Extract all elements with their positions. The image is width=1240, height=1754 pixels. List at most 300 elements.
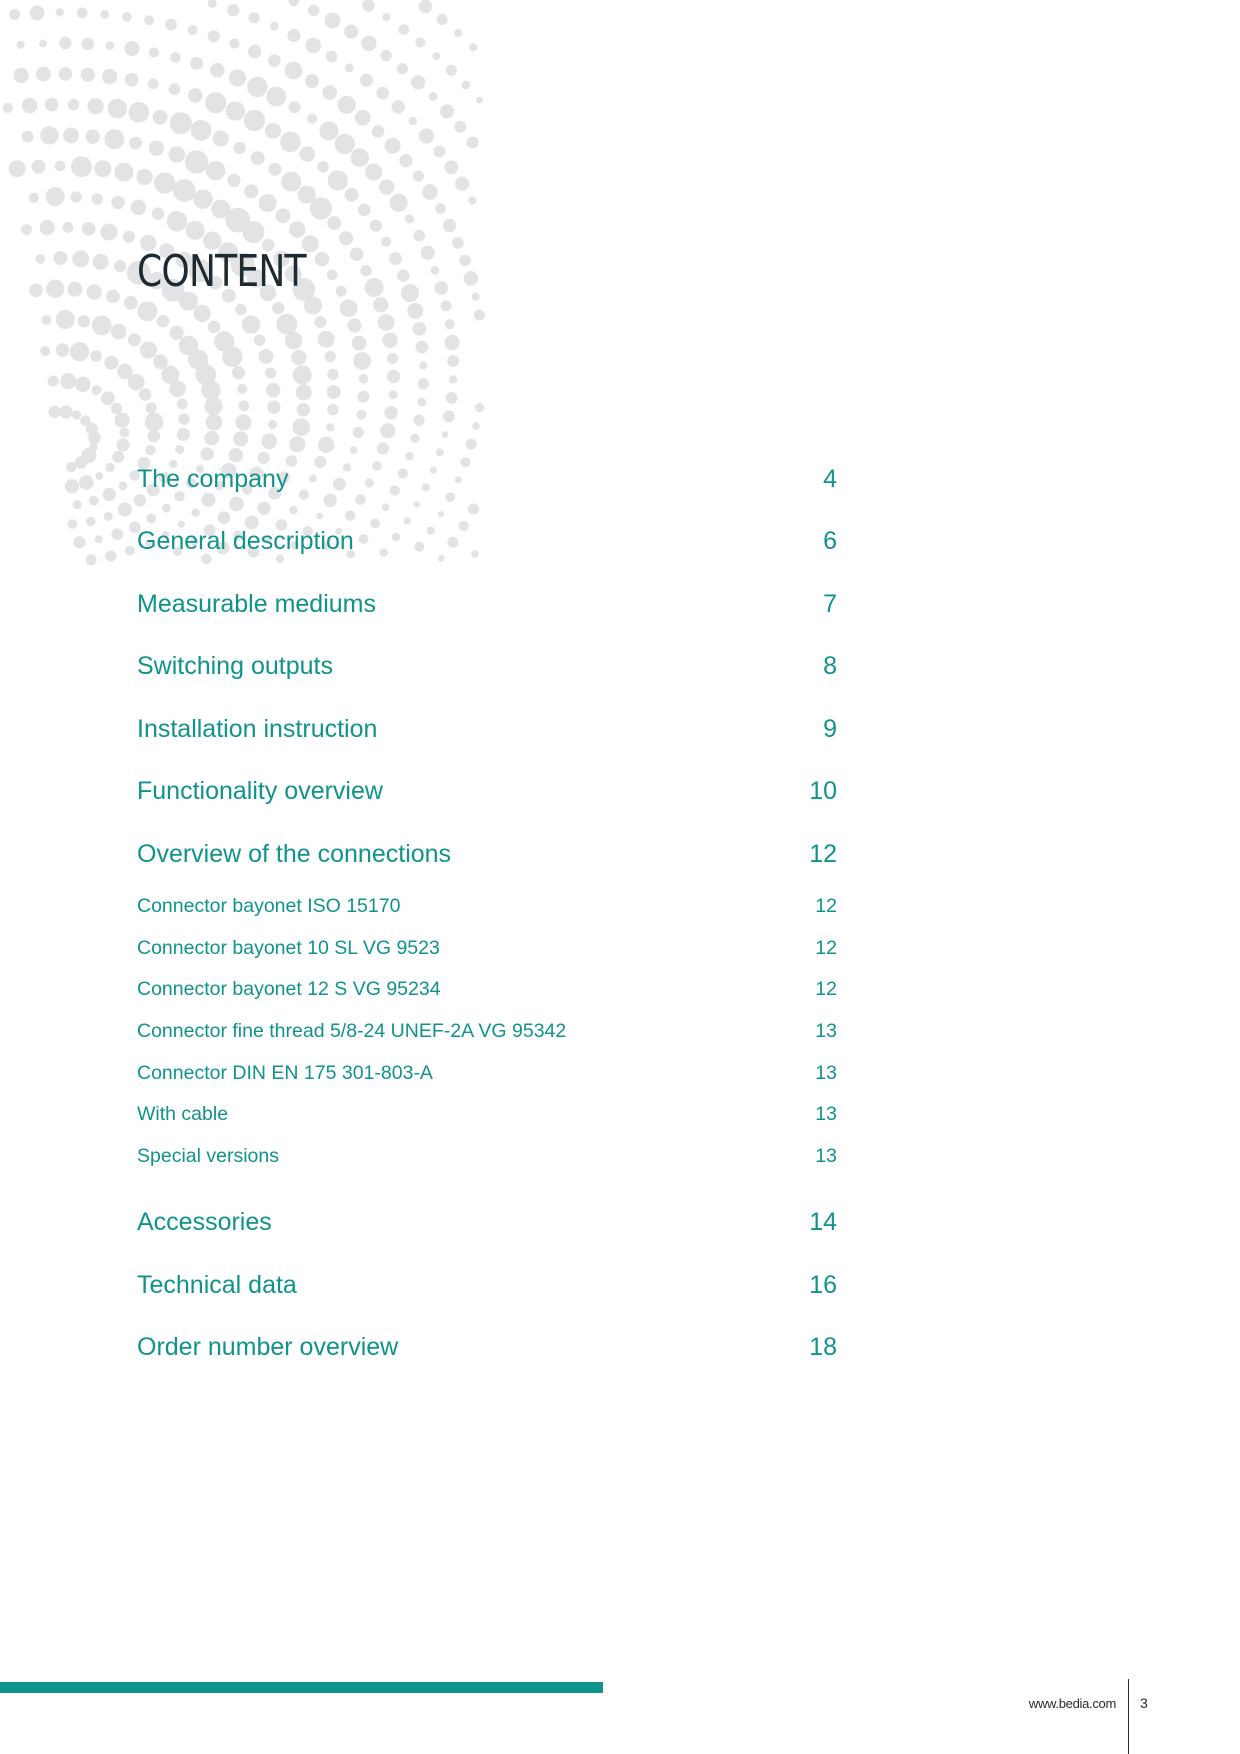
decorative-dot [148, 78, 159, 89]
decorative-dot [398, 24, 409, 35]
decorative-dot [65, 479, 79, 493]
footer-page-number: 3 [1140, 1695, 1148, 1711]
decorative-dot [472, 293, 480, 301]
decorative-dot [185, 150, 208, 173]
decorative-dot [86, 554, 97, 565]
toc-subrow-connector-fine-thread[interactable] [137, 1011, 837, 1053]
decorative-dot [9, 9, 20, 20]
decorative-dot [208, 321, 221, 334]
decorative-dot [389, 390, 398, 399]
decorative-dot [251, 151, 265, 165]
decorative-dot [78, 315, 90, 327]
decorative-dot [379, 180, 394, 195]
toc-subrow-special-versions[interactable] [137, 1136, 837, 1178]
decorative-dot [169, 146, 186, 163]
decorative-dot [86, 517, 96, 527]
decorative-dot [227, 4, 239, 16]
decorative-dot [115, 413, 130, 428]
decorative-dot [365, 164, 382, 181]
decorative-dot [382, 333, 397, 348]
decorative-dot [82, 222, 96, 236]
decorative-dot [445, 335, 460, 350]
decorative-dot [75, 377, 90, 392]
decorative-dot [429, 92, 438, 101]
footer-website-link[interactable]: www.bedia.com [1028, 1696, 1116, 1711]
decorative-dot [129, 137, 142, 150]
decorative-dot [327, 369, 338, 380]
decorative-dot [186, 221, 205, 240]
decorative-dot [125, 546, 135, 556]
toc-sublabel: Special versions [137, 1144, 279, 1167]
decorative-dot [77, 7, 88, 18]
decorative-dot [328, 170, 348, 190]
decorative-dot [56, 8, 64, 16]
decorative-dot [149, 141, 164, 156]
decorative-dot [362, 0, 374, 12]
decorative-dot [376, 87, 389, 100]
decorative-dot [29, 193, 39, 203]
decorative-dot [372, 125, 385, 138]
decorative-dot [201, 380, 221, 400]
decorative-dot [29, 284, 43, 298]
decorative-dot [106, 41, 115, 50]
decorative-dot [56, 343, 70, 357]
decorative-dot [81, 38, 94, 51]
decorative-dot [270, 22, 279, 31]
decorative-dot [449, 375, 457, 383]
decorative-dot [401, 284, 419, 302]
decorative-dot [472, 422, 480, 430]
decorative-dot [36, 254, 46, 264]
decorative-dot [235, 304, 246, 315]
footer-divider [1128, 1679, 1129, 1754]
decorative-dot [48, 406, 60, 418]
decorative-dot [360, 265, 371, 276]
decorative-dot [178, 413, 189, 424]
decorative-dot [3, 103, 13, 113]
decorative-dot [56, 310, 75, 329]
decorative-dot [446, 392, 458, 404]
decorative-dot [237, 384, 247, 394]
decorative-dot [188, 88, 203, 103]
decorative-dot [361, 36, 376, 51]
toc-page-number: 6 [823, 527, 837, 556]
toc-row-general-description[interactable] [137, 511, 837, 574]
toc-label: Measurable mediums [137, 589, 376, 618]
decorative-dot [348, 318, 362, 332]
decorative-dot [153, 354, 168, 369]
decorative-dot [272, 302, 284, 314]
decorative-dot [280, 132, 301, 153]
decorative-dot [145, 413, 164, 432]
decorative-dot [392, 100, 405, 113]
decorative-dot [327, 216, 341, 230]
toc-row-accessories[interactable] [137, 1191, 837, 1254]
decorative-dot [36, 67, 51, 82]
decorative-dot [292, 418, 310, 436]
decorative-dot [193, 190, 212, 209]
decorative-dot [88, 98, 104, 114]
decorative-dot [249, 12, 260, 23]
decorative-dot [325, 351, 336, 362]
decorative-dot [111, 196, 124, 209]
decorative-dot [111, 324, 127, 340]
decorative-dot [344, 25, 358, 39]
decorative-dot [108, 99, 128, 119]
decorative-dot [384, 406, 398, 420]
decorative-dot [81, 68, 95, 82]
toc-subrow-connector-din[interactable] [137, 1052, 837, 1094]
decorative-dot [210, 63, 224, 77]
decorative-dot [119, 428, 129, 438]
decorative-dot [340, 299, 358, 317]
decorative-dot [137, 169, 153, 185]
decorative-dot [285, 332, 303, 350]
decorative-dot [434, 281, 448, 295]
decorative-dot [89, 496, 99, 506]
decorative-dot [122, 12, 132, 22]
decorative-dot [188, 25, 198, 35]
decorative-dot [40, 126, 58, 144]
decorative-dot [63, 127, 79, 143]
decorative-dot [432, 52, 440, 60]
decorative-dot [409, 117, 417, 125]
decorative-dot [397, 269, 409, 281]
decorative-dot [467, 137, 479, 149]
decorative-dot [338, 96, 356, 114]
decorative-dot [140, 341, 157, 358]
decorative-dot [42, 315, 52, 325]
decorative-dot [419, 361, 427, 369]
decorative-dot [68, 519, 78, 529]
footer-accent-bar [0, 1682, 603, 1693]
decorative-dot [46, 280, 64, 298]
decorative-dot [125, 41, 140, 56]
decorative-dot [319, 121, 338, 140]
toc-sublabel: Connector bayonet ISO 15170 [137, 894, 401, 917]
decorative-dot [22, 131, 34, 143]
decorative-dot [205, 92, 226, 113]
decorative-dot [266, 383, 280, 397]
decorative-dot [261, 434, 277, 450]
decorative-dot [454, 121, 466, 133]
decorative-dot [116, 438, 129, 451]
decorative-dot [475, 403, 484, 412]
decorative-dot [419, 0, 433, 13]
decorative-dot [167, 211, 188, 232]
decorative-dot [39, 40, 47, 48]
decorative-dot [335, 134, 355, 154]
decorative-dot [276, 314, 297, 335]
decorative-dot [459, 255, 471, 267]
decorative-dot [336, 286, 347, 297]
decorative-dot [94, 160, 111, 177]
decorative-dot [327, 270, 338, 281]
toc-page-number: 13 [815, 1019, 837, 1042]
decorative-dot [169, 381, 186, 398]
decorative-dot [101, 391, 115, 405]
toc-page-number: 12 [815, 894, 837, 917]
toc-page-number: 18 [809, 1333, 837, 1362]
decorative-dot [128, 374, 145, 391]
decorative-dot [308, 5, 319, 16]
decorative-dot [293, 365, 312, 384]
decorative-dot [365, 278, 384, 297]
decorative-dot [124, 296, 138, 310]
toc-label: Functionality overview [137, 777, 383, 806]
decorative-dot [447, 355, 459, 367]
decorative-dot [297, 403, 310, 416]
decorative-dot [48, 376, 59, 387]
decorative-dot [443, 410, 455, 422]
toc-row-order-number-overview[interactable] [137, 1316, 837, 1379]
toc-page-number: 14 [809, 1208, 837, 1237]
decorative-dot [267, 87, 287, 107]
toc-row-overview-of-connections[interactable] [137, 823, 837, 886]
toc-label: Switching outputs [137, 652, 333, 681]
decorative-dot [296, 384, 312, 400]
decorative-dot [259, 349, 274, 364]
decorative-dot [358, 204, 371, 217]
decorative-dot [381, 237, 391, 247]
decorative-dot [222, 346, 243, 367]
toc-page-number: 12 [815, 936, 837, 959]
decorative-dot [378, 314, 395, 331]
decorative-dot [254, 334, 266, 346]
decorative-dot [73, 500, 82, 509]
decorative-dot [412, 322, 426, 336]
decorative-dot [350, 247, 364, 261]
decorative-dot [105, 551, 116, 562]
decorative-dot [128, 333, 141, 346]
toc-page-number: 8 [823, 652, 837, 681]
decorative-dot [289, 101, 301, 113]
decorative-dot [114, 260, 126, 272]
decorative-dot [40, 220, 55, 235]
decorative-dot [355, 110, 371, 126]
decorative-dot [399, 154, 412, 167]
decorative-dot [387, 353, 398, 364]
decorative-dot [476, 97, 483, 104]
decorative-dot [440, 104, 454, 118]
decorative-dot [322, 85, 337, 100]
toc-subrow-connector-12s[interactable] [137, 969, 837, 1011]
decorative-dot [418, 398, 427, 407]
decorative-dot [326, 423, 334, 431]
toc-label: Accessories [137, 1208, 272, 1237]
decorative-dot [357, 410, 367, 420]
decorative-dot [353, 352, 371, 370]
decorative-dot [139, 388, 151, 400]
decorative-dot [102, 69, 117, 84]
decorative-dot [60, 373, 76, 389]
decorative-dot [416, 341, 429, 354]
decorative-dot [244, 184, 258, 198]
toc-label: Technical data [137, 1270, 297, 1299]
decorative-dot [325, 13, 341, 29]
decorative-dot [299, 146, 315, 162]
decorative-dot [289, 0, 300, 6]
decorative-dot [101, 224, 118, 241]
toc-label: Order number overview [137, 1333, 399, 1362]
toc-page-number: 9 [823, 714, 837, 743]
decorative-dot [103, 488, 116, 501]
decorative-dot [169, 83, 181, 95]
decorative-dot [95, 535, 103, 543]
decorative-dot [444, 160, 458, 174]
decorative-dot [353, 427, 364, 438]
decorative-dot [357, 391, 369, 403]
toc-row-technical-data[interactable] [137, 1254, 837, 1317]
decorative-dot [464, 271, 479, 286]
decorative-dot [67, 282, 82, 297]
decorative-dot [305, 38, 321, 54]
toc-label: The company [137, 464, 289, 493]
decorative-dot [40, 346, 50, 356]
decorative-dot [191, 120, 212, 141]
decorative-dot [106, 290, 120, 304]
decorative-dot [411, 75, 425, 89]
decorative-dot [119, 482, 128, 491]
decorative-dot [104, 512, 113, 521]
decorative-dot [352, 336, 367, 351]
decorative-dot [474, 310, 485, 321]
decorative-dot [190, 57, 203, 70]
toc-row-switching-outputs[interactable] [137, 636, 837, 699]
decorative-dot [359, 374, 369, 384]
decorative-dot [437, 14, 448, 25]
decorative-dot [157, 315, 170, 328]
decorative-dot [95, 472, 103, 480]
decorative-dot [92, 193, 103, 204]
toc-row-measurable-mediums[interactable] [137, 573, 837, 636]
toc-row-the-company[interactable] [137, 448, 837, 511]
decorative-dot [310, 197, 332, 219]
decorative-dot [72, 410, 81, 419]
decorative-dot [111, 528, 123, 540]
decorative-dot [443, 219, 456, 232]
decorative-dot [265, 123, 281, 139]
decorative-dot [435, 203, 446, 214]
decorative-dot [345, 188, 359, 202]
decorative-dot [92, 385, 102, 395]
toc-page-number: 10 [809, 777, 837, 806]
decorative-dot [265, 368, 276, 379]
decorative-dot [71, 191, 82, 202]
toc-page-number: 12 [815, 978, 837, 1001]
decorative-dot [461, 81, 470, 90]
decorative-dot [115, 163, 134, 182]
decorative-dot [104, 129, 124, 149]
toc-sublabel: Connector fine thread 5/8-24 UNEF-2A VG 95342 [137, 1019, 567, 1042]
decorative-dot [235, 414, 251, 430]
toc-row-functionality-overview[interactable] [137, 761, 837, 824]
decorative-dot [9, 160, 26, 177]
decorative-dot [238, 400, 249, 411]
decorative-dot [326, 51, 338, 63]
decorative-dot [442, 431, 449, 438]
decorative-dot [276, 208, 291, 223]
decorative-dot [118, 502, 132, 516]
decorative-dot [79, 475, 94, 490]
decorative-dot [123, 231, 135, 243]
decorative-dot [17, 41, 25, 49]
decorative-dot [468, 196, 476, 204]
toc-page-number: 12 [809, 839, 837, 868]
decorative-dot [86, 130, 100, 144]
decorative-dot [144, 15, 154, 25]
decorative-dot [177, 398, 188, 409]
decorative-dot [248, 45, 261, 58]
decorative-dot [339, 231, 353, 245]
table-of-contents [137, 448, 837, 1379]
decorative-dot [351, 148, 370, 167]
toc-label: General description [137, 527, 354, 556]
decorative-dot [418, 378, 429, 389]
decorative-dot [413, 171, 424, 182]
decorative-dot [21, 224, 32, 235]
toc-sublabel: Connector DIN EN 175 301-803-A [137, 1061, 433, 1084]
decorative-dot [445, 319, 455, 329]
decorative-dot [413, 230, 425, 242]
decorative-dot [291, 350, 306, 365]
decorative-dot [315, 252, 330, 267]
decorative-dot [204, 431, 219, 446]
decorative-dot [229, 70, 246, 87]
decorative-dot [281, 172, 301, 192]
decorative-dot [173, 179, 196, 202]
decorative-dot [165, 19, 177, 31]
toc-subrow-with-cable[interactable] [137, 1094, 837, 1136]
decorative-dot [360, 74, 373, 87]
decorative-dot [390, 194, 408, 212]
toc-label: Installation instruction [137, 714, 378, 743]
decorative-dot [213, 131, 229, 147]
decorative-dot [407, 303, 423, 319]
decorative-dot [104, 356, 118, 370]
toc-subrow-connector-10sl[interactable] [137, 927, 837, 969]
decorative-dot [146, 402, 157, 413]
toc-label: Overview of the connections [137, 839, 452, 868]
decorative-dot [87, 284, 102, 299]
decorative-dot [129, 102, 150, 123]
decorative-dot [452, 237, 464, 249]
decorative-dot [269, 163, 282, 176]
decorative-dot [345, 63, 354, 72]
decorative-dot [75, 456, 87, 468]
decorative-dot [307, 114, 317, 124]
toc-subrow-connector-iso-15170[interactable] [137, 886, 837, 928]
decorative-dot [446, 65, 457, 76]
decorative-dot [454, 29, 462, 37]
decorative-dot [327, 404, 338, 415]
decorative-dot [305, 74, 319, 88]
decorative-dot [226, 101, 245, 120]
decorative-dot [138, 301, 158, 321]
decorative-dot [170, 52, 180, 62]
decorative-dot [125, 73, 139, 87]
decorative-dot [30, 5, 45, 20]
decorative-dot [285, 62, 303, 80]
decorative-dot [208, 0, 217, 8]
decorative-dot [318, 331, 335, 348]
toc-row-installation-instruction[interactable] [137, 698, 837, 761]
decorative-dot [389, 252, 402, 265]
decorative-dot [59, 405, 72, 418]
toc-sublabel: Connector bayonet 12 S VG 95234 [137, 978, 441, 1001]
decorative-dot [229, 38, 239, 48]
decorative-dot [414, 415, 425, 426]
